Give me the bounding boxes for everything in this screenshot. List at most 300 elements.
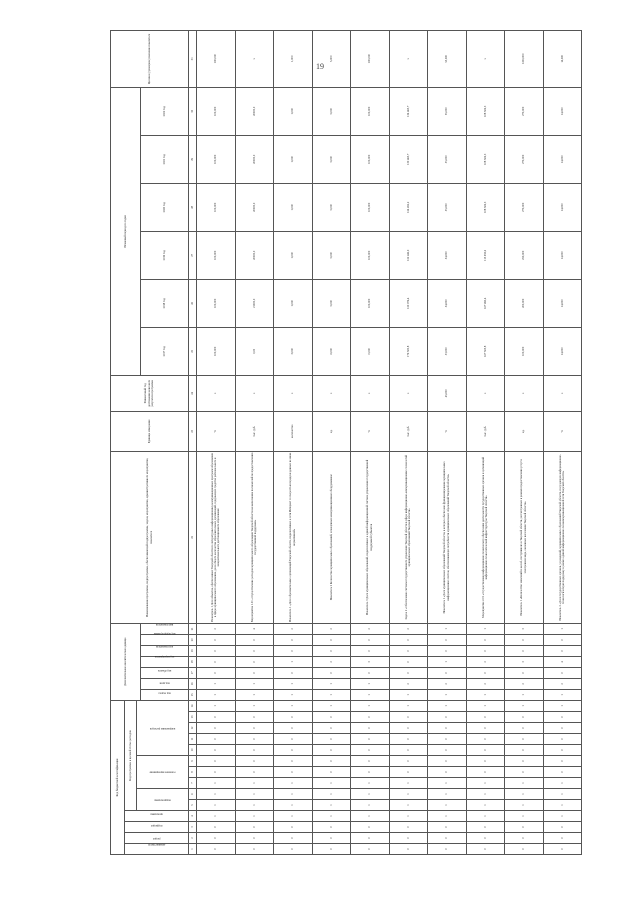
column-number-row [189,30,197,854]
code-cell: 1 [312,689,351,700]
code-cell: 0 [274,723,313,734]
code-cell: 0 [235,756,274,767]
code-cell: 1 [505,778,544,789]
code-cell: 0 [274,712,313,723]
code-cell: 0 [466,822,505,833]
program-table [110,30,582,855]
code-cell: 1 [312,811,351,822]
row-description: Показатель 1 «Доля муниципальных образований Тверской области, в которых обеспечено функционирование муниципальных информационных систем, обеспечивающих потребности муниципальных образований Тверской области» [428,451,467,623]
code-cell: 1 [543,700,582,711]
code-cell: 1 [312,789,351,800]
row-year-value: 176 500,8 [389,327,428,375]
code-cell: 2 [543,678,582,689]
row-final-year: х [235,375,274,411]
row-year-value: 20000,0 [235,183,274,231]
code-cell: 1 [505,789,544,800]
code-cell: 0 [466,723,505,734]
header-extra-col: вид показателя [141,623,189,634]
row-unit: % [428,411,467,451]
code-cell: 0 [235,634,274,645]
header-year: 2021 год [141,135,189,183]
row-year-value: 130 465,7 [389,135,428,183]
code-cell: 0 [428,756,467,767]
header-year: 2017 год [141,327,189,375]
code-cell: 0 [351,734,390,745]
code-cell: 2 [312,623,351,634]
column-number: 30 [189,87,197,135]
code-cell: 0 [389,712,428,723]
row-total-value: 5,000 [312,30,351,87]
column-number: 11 [189,734,197,745]
row-year-value: 5,000 [312,279,351,327]
column-number: 16 [189,678,197,689]
table-row [505,30,544,854]
column-number: 19 [189,645,197,656]
code-cell: 4 [235,623,274,634]
code-cell: 1 [466,778,505,789]
row-total-value: 55,000 [428,30,467,87]
column-number: 3 [189,822,197,833]
code-cell: 0 [505,723,544,734]
header-final-value: Целевое (суммарное) значение показателя [111,30,189,87]
code-cell: 3 [505,623,544,634]
code-cell: 0 [197,667,236,678]
code-cell: 1 [197,678,236,689]
code-cell: 1 [351,811,390,822]
header-budget-col: подпрограмма [137,789,189,811]
code-cell: 0 [428,723,467,734]
code-cell: 0 [274,645,313,656]
code-cell: 1 [466,800,505,811]
row-total-value: 1,000 [274,30,313,87]
code-cell: 1 [197,800,236,811]
row-description: Показатель 3 Доля муниципальных образований, подключённых к единой информационной системе управления государственной поддержкой субъектов [351,451,390,623]
header-extra-col: код показателя [141,645,189,656]
code-cell: 0 [543,833,582,844]
code-cell: 0 [389,822,428,833]
row-year-value: 108 506,3 [466,183,505,231]
code-cell: 2 [428,678,467,689]
code-cell: 0 [312,833,351,844]
column-number: 4 [189,811,197,822]
row-year-value: 120 074,4 [389,279,428,327]
code-cell: 2 [389,678,428,689]
code-cell: 0 [389,667,428,678]
row-year-value: 6,000 [312,327,351,375]
code-cell: 1 [466,623,505,634]
header-extra-col: код мероприятия [141,656,189,667]
code-cell: 1 [235,789,274,800]
column-number: 9 [189,756,197,767]
code-cell: 0 [312,645,351,656]
code-cell: 0 [428,734,467,745]
code-cell: 0 [197,756,236,767]
code-cell: 0 [389,656,428,667]
code-cell: 0 [312,844,351,855]
code-cell: 0 [274,634,313,645]
row-year-value: 108 506,3 [466,87,505,135]
code-cell: 0 [197,712,236,723]
column-number: 6 [189,789,197,800]
row-total-value: 14,000 [543,30,582,87]
code-cell: 1 [428,789,467,800]
row-year-value: 100,000 [351,231,390,279]
code-cell: 1 [505,811,544,822]
row-year-value: 53,000 [428,327,467,375]
row-description: Мероприятие 1.01 «Осуществление расходов муниципального образования Тверской области на выполнение полномочий по предоставлению государственной поддержки» [235,451,274,623]
header-budget-col: основное мероприятие [137,756,189,789]
row-year-value: 270,000 [505,183,544,231]
column-number: 10 [189,745,197,756]
column-number: 21 [189,623,197,634]
code-cell: 1 [235,811,274,822]
row-description: Показатель 1 «Количество заявлений и жалоб, поступивших в Тверской области, рассмотренных в режиме предоставления услуг в электронном виде, оказанных населению Тверской области» [505,451,544,623]
code-cell: 0 [197,723,236,734]
code-cell: 0 [428,767,467,778]
header-unit: Единица измерения [111,411,189,451]
column-number: 5 [189,800,197,811]
code-cell: 0 [389,645,428,656]
code-cell: 0 [197,645,236,656]
header-extra-col: код подпрограммы [141,634,189,645]
code-cell: 1 [312,700,351,711]
table-row [428,30,467,854]
header-year: 2019 год [141,231,189,279]
header-year: 2020 год [141,183,189,231]
row-year-value: 20000,0 [235,87,274,135]
row-year-value: 5,000 [312,183,351,231]
code-cell: 0 [274,844,313,855]
code-cell: 1 [197,778,236,789]
code-cell: 4 [543,656,582,667]
code-cell: 1 [505,689,544,700]
code-cell: 0 [389,723,428,734]
row-final-year: 45,000 [428,375,467,411]
column-number: 24 [189,375,197,411]
code-cell: 0 [197,767,236,778]
column-number: 31 [189,30,197,87]
code-cell: 0 [389,756,428,767]
code-cell: 0 [505,634,544,645]
code-cell: 0 [312,667,351,678]
row-year-value: 54,000 [428,279,467,327]
code-cell: 0 [235,656,274,667]
code-cell: 0 [351,756,390,767]
row-year-value: 14,000 [543,135,582,183]
code-cell: 0 [351,844,390,855]
code-cell: 0 [312,822,351,833]
row-description: Задача 2 «Обеспечение системы государственного управления Тверской области в сфере информационно-коммуникационных технологий муниципальных образований Тверской области» [389,451,428,623]
code-cell: 0 [505,745,544,756]
code-cell: 0 [389,634,428,645]
code-cell: 0 [543,634,582,645]
header-extra-col: код отдела [141,689,189,700]
code-cell: 0 [466,734,505,745]
code-cell: 1 [351,778,390,789]
column-number: 22 [189,451,197,623]
code-cell: 0 [312,734,351,745]
column-number: 13 [189,712,197,723]
column-number: 7 [189,778,197,789]
row-year-value: 3,000 [274,327,313,375]
code-cell: 1 [312,800,351,811]
code-cell: 0 [351,822,390,833]
row-year-value: 1,000 [274,183,313,231]
code-cell: 0 [312,712,351,723]
code-cell: 2 [505,678,544,689]
row-year-value: 14,000 [543,183,582,231]
row-year-value: 200,000 [505,279,544,327]
code-cell: 0 [505,767,544,778]
code-cell: 3 [505,656,544,667]
header-budget-col: подраздел [125,822,189,833]
code-cell: 1 [389,789,428,800]
row-final-year: х [466,375,505,411]
code-cell: 1 [197,811,236,822]
code-cell: 0 [505,844,544,855]
header-extra-col: код цели [141,678,189,689]
code-cell: 1 [505,800,544,811]
code-cell: 0 [312,745,351,756]
row-year-value: 55,000 [428,87,467,135]
row-year-value: 1,000 [274,87,313,135]
code-cell: 1 [543,800,582,811]
code-cell: 0 [197,844,236,855]
code-cell: 2 [466,656,505,667]
code-cell: 0 [543,712,582,723]
column-number: 23 [189,411,197,451]
code-cell: 1 [428,811,467,822]
code-cell: 0 [389,833,428,844]
row-final-year: х [274,375,313,411]
row-year-value: 100,000 [197,279,236,327]
code-cell: 0 [543,756,582,767]
table-row [197,30,236,854]
code-cell: 3 [351,656,390,667]
code-cell: 1 [351,689,390,700]
code-cell: 0 [235,767,274,778]
code-cell: 1 [274,811,313,822]
code-cell: 0 [466,844,505,855]
row-year-value: 100,000 [197,231,236,279]
code-cell: 1 [312,778,351,789]
code-cell: 0 [274,734,313,745]
code-cell: 0 [466,767,505,778]
column-number: 15 [189,689,197,700]
code-cell: 0 [389,844,428,855]
code-cell: 0 [428,712,467,723]
code-cell: 1 [543,789,582,800]
row-unit: % [351,411,390,451]
row-final-year: х [197,375,236,411]
code-cell: 0 [389,767,428,778]
row-unit: тыс. руб. [235,411,274,451]
code-cell: 1 [235,800,274,811]
row-unit: ед. [505,411,544,451]
code-cell: 0 [235,734,274,745]
code-cell: 1 [389,689,428,700]
row-year-value: 250,000 [505,231,544,279]
row-final-year: х [389,375,428,411]
code-cell: 1 [543,778,582,789]
code-cell: 0 [274,745,313,756]
row-final-year: х [505,375,544,411]
row-year-value: 21000,0 [235,279,274,327]
code-cell: 0 [466,634,505,645]
code-cell: 0 [428,833,467,844]
code-cell: 0 [428,822,467,833]
rotated-page [110,33,570,855]
row-year-value: 100,000 [197,87,236,135]
code-cell: 0 [428,667,467,678]
code-cell: 1 [466,789,505,800]
row-description: Показатель 1 «Доля образовательных организаций Тверской области, подключённых к сети Интернет со скоростью передачи данных не ниже нормативной» [274,451,313,623]
row-year-value: 5,000 [312,87,351,135]
code-cell: 0 [197,833,236,844]
code-cell: 0 [505,822,544,833]
row-year-value: 100,000 [197,327,236,375]
code-cell: 0 [197,822,236,833]
code-cell: 1 [235,778,274,789]
code-cell: 1 [466,700,505,711]
row-year-value: 1,000 [274,135,313,183]
header-final-year: Финансовый год достижения конечного результата программы [111,375,189,411]
code-cell: 0 [466,712,505,723]
column-number: 27 [189,231,197,279]
code-cell: 0 [389,734,428,745]
row-year-value: 14,000 [543,231,582,279]
row-unit: тыс. руб. [389,411,428,451]
code-cell: 0 [428,645,467,656]
row-year-value: 100,000 [197,135,236,183]
code-cell: 0 [505,645,544,656]
code-cell: 0 [466,833,505,844]
code-cell: 1 [389,778,428,789]
code-cell: 1 [428,623,467,634]
code-cell: 2 [351,623,390,634]
column-number: 18 [189,656,197,667]
code-cell: 0 [543,645,582,656]
code-cell: 0 [235,844,274,855]
header-year: 2018 год [141,279,189,327]
header-budget-col: программа [125,811,189,822]
code-cell: 0 [351,833,390,844]
code-cell: 1 [543,689,582,700]
row-unit: % [543,411,582,451]
code-cell: 0 [543,844,582,855]
code-cell: 1 [351,700,390,711]
header-budget-sub: Код программы в целевой статье расходов [125,700,137,810]
row-year-value: 0,000 [351,327,390,375]
code-cell: 2 [274,623,313,634]
code-cell: 0 [389,745,428,756]
code-cell: 0 [235,745,274,756]
header-budget-col: направление расходов [137,700,189,755]
row-year-value: 1,000 [274,279,313,327]
row-year-value: 14,000 [543,87,582,135]
code-cell: 1 [543,623,582,634]
row-year-value: 100,000 [351,87,390,135]
table-row [274,30,313,854]
row-year-value: 100,000 [351,183,390,231]
code-cell: 0 [351,645,390,656]
code-cell: 1 [274,778,313,789]
code-cell: 1 [389,800,428,811]
row-unit: ед. [312,411,351,451]
row-description: Показатель 2 «Доля государственных органов, учреждений, муниципальных образований Тверской области, получающих информационно-технологическую поддержку в рамках единой информационно-телекоммуникационной сети Тверской области» [543,451,582,623]
code-cell: 0 [274,767,313,778]
code-cell: 2 [197,623,236,634]
code-cell: 1 [274,789,313,800]
header-extra-col: код объекта [141,667,189,678]
row-year-value: 55,000 [428,135,467,183]
row-unit: тыс. руб. [466,411,505,451]
code-cell: 0 [312,767,351,778]
code-cell: 1 [505,700,544,711]
header-year: 2022 год [141,87,189,135]
column-number: 12 [189,723,197,734]
code-cell: 0 [543,822,582,833]
code-cell: 1 [197,789,236,800]
table-row [389,30,428,854]
code-cell: 1 [428,800,467,811]
code-cell: 0 [466,667,505,678]
column-number: 28 [189,183,197,231]
row-year-value: 55,000 [428,183,467,231]
column-number: 14 [189,700,197,711]
code-cell: 1 [428,656,467,667]
code-cell: 0 [351,723,390,734]
code-cell: 1 [312,678,351,689]
code-cell: 0 [505,712,544,723]
row-year-value: 100,000 [351,279,390,327]
code-cell: 0 [312,723,351,734]
code-cell: 1 [197,700,236,711]
row-unit: % [197,411,236,451]
row-year-value: 54,000 [428,231,467,279]
code-cell: 0 [235,833,274,844]
header-budget-col: администратор [125,844,189,855]
table-row [466,30,505,854]
row-total-value: 1200,000 [505,30,544,87]
code-cell: 0 [543,745,582,756]
code-cell: 0 [235,645,274,656]
code-cell: 1 [351,789,390,800]
code-cell: 0 [505,667,544,678]
row-description: Показатель 2 Количество муниципальных образований, оснащённых коммуникационным оборудованием [312,451,351,623]
code-cell: 1 [389,811,428,822]
code-cell: 0 [274,756,313,767]
code-cell: 0 [428,844,467,855]
code-cell: 0 [543,667,582,678]
code-cell: 0 [428,745,467,756]
row-year-value: 100,000 [505,327,544,375]
row-year-value: 100,000 [197,183,236,231]
row-year-value: 5,000 [312,135,351,183]
column-number: 2 [189,833,197,844]
code-cell: 0 [466,756,505,767]
code-cell: 0 [235,667,274,678]
row-final-year: х [543,375,582,411]
page-number: 19 [316,62,324,71]
row-year-value: 270,000 [505,135,544,183]
code-cell: 1 [466,689,505,700]
code-cell: 1 [235,700,274,711]
code-cell: 1 [197,689,236,700]
code-cell: 1 [543,811,582,822]
code-cell: 0 [351,767,390,778]
row-year-value: 14,000 [543,279,582,327]
